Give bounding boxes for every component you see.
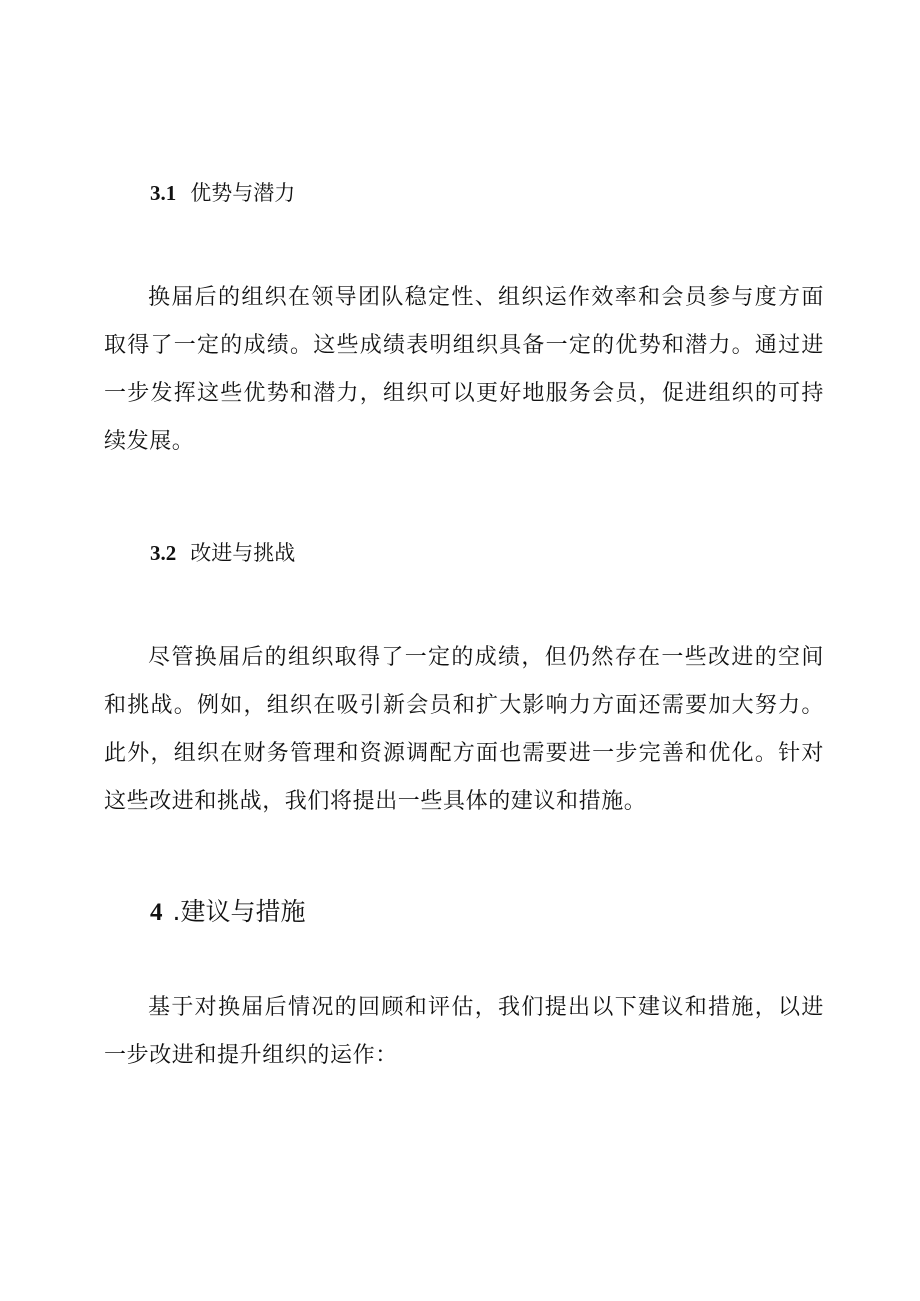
section-3-1-paragraph: 换届后的组织在领导团队稳定性、组织运作效率和会员参与度方面取得了一定的成绩。这些成绩表明组织具备一定的优势和潜力。通过进一步发挥这些优势和潜力，组织可以更好地服务会员，促进组织的可持续发展。 bbox=[104, 285, 824, 454]
section-4-paragraph: 基于对换届后情况的回顾和评估，我们提出以下建议和措施，以进一步改进和提升组织的运作： bbox=[104, 995, 824, 1068]
section-3-2-heading bbox=[150, 540, 295, 566]
section-3-2-title: 改进与挑战 bbox=[190, 541, 296, 565]
section-3-2-number: 3.2 bbox=[150, 541, 177, 565]
section-3-2-paragraph: 尽管换届后的组织取得了一定的成绩，但仍然存在一些改进的空间和挑战。例如，组织在吸引新会员和扩大影响力方面还需要加大努力。此外，组织在财务管理和资源调配方面也需要进一步完善和优化。针对这些改进和挑战，我们将提出一些具体的建议和措施。 bbox=[104, 645, 824, 814]
section-4-heading bbox=[150, 896, 305, 929]
section-3-1-number: 3.1 bbox=[150, 181, 177, 205]
section-4-number: 4 bbox=[150, 899, 163, 926]
section-3-1-title: 优势与潜力 bbox=[190, 181, 296, 205]
section-4-title: .建议与措施 bbox=[172, 897, 306, 926]
section-3-1-heading bbox=[150, 180, 295, 206]
